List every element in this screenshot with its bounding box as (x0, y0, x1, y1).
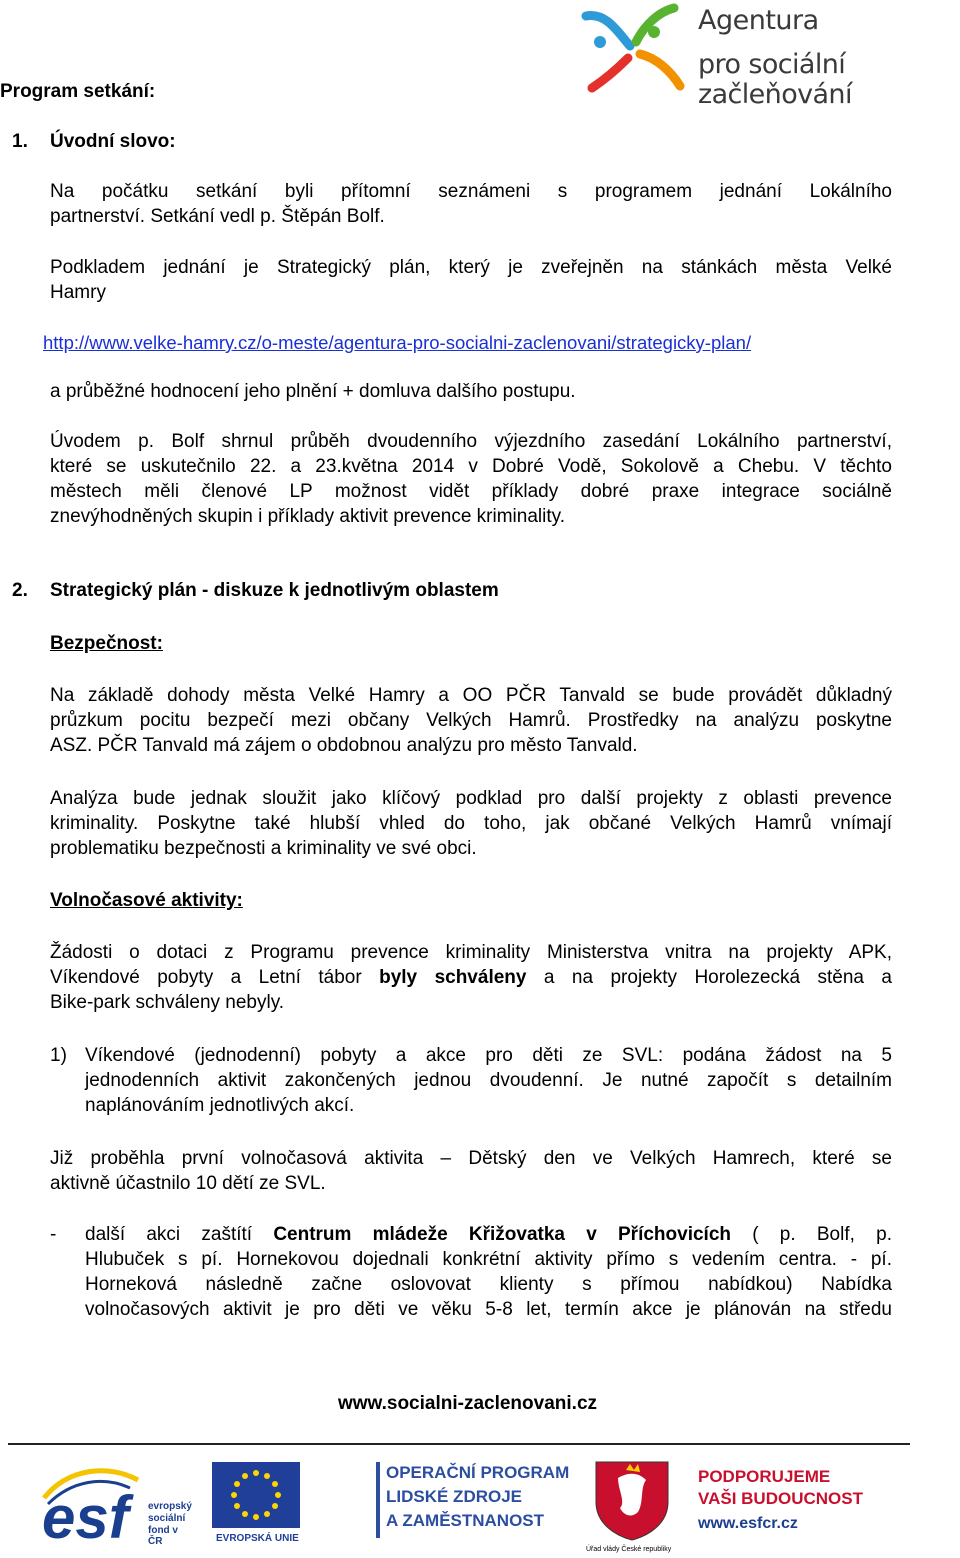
czech-government-coat-of-arms: Úřad vlády České republiky (588, 1458, 676, 1556)
esf-logo: esf evropský sociální fond v ČR (38, 1458, 186, 1550)
summary-paragraph-line: které se uskutečnilo 22. a 23.května 2014 v Dobré Vodě, Sokolově a Chebu. V těchto (50, 456, 892, 477)
dash-list-line: Hlubuček s pí. Hornekovou dojednali konkrétní aktivity přímo s vedením centra. - pí. (85, 1249, 892, 1270)
intro-paragraph-line: partnerství. Setkání vedl p. Štěpán Bolf. (50, 206, 385, 227)
section-1-heading: Úvodní slovo: (50, 131, 176, 152)
eu-flag-logo: EVROPSKÁ UNIE (212, 1462, 300, 1550)
leisure-heading: Volnočasové aktivity: (50, 890, 243, 911)
agency-logo-line1: Agentura (698, 5, 819, 36)
grant-paragraph-line: Bike-park schváleny nebyly. (50, 992, 285, 1013)
dash-list-line: další akci zaštítí Centrum mládeže Křižovatka v Příchovicích ( p. Bolf, p. (85, 1224, 892, 1245)
intro-paragraph-line: Na počátku setkání byli přítomní seznámeni s programem jednání Lokálního (50, 181, 892, 202)
dash-list-line: volnočasových aktivit je pro děti ve věku 5-8 let, termín akce je plánován na středu (85, 1299, 892, 1320)
childrens-day-paragraph-line: aktivně účastnilo 10 dětí ze SVL. (50, 1173, 326, 1194)
footer-website-url[interactable]: www.socialni-zaclenovani.cz (337, 1393, 598, 1414)
list-item-line: naplánováním jednotlivých akcí. (85, 1095, 355, 1116)
list-item-number: 1) (50, 1045, 67, 1066)
analysis-paragraph-line: kriminality. Poskytne také hlubší vhled do toho, jak občané Velkých Hamrů vnímají (50, 813, 892, 834)
section-2-number: 2. (12, 580, 28, 601)
grant-paragraph-line: Žádosti o dotaci z Programu prevence kriminality Ministerstva vnitra na projekty APK, (50, 942, 892, 963)
security-paragraph-line: Na základě dohody města Velké Hamry a OO PČR Tanvald se bude provádět důkladný (50, 685, 892, 706)
security-paragraph-line: ASZ. PČR Tanvald má zájem o obdobnou analýzu pro město Tanvald. (50, 735, 638, 756)
security-paragraph-line: průzkum pocitu bezpečí mezi občany Velkých Hamrů. Prostředky na analýzu poskytne (50, 710, 892, 731)
list-item-line: jednodenních aktivit zakončených jednou dvoudenní. Je nutné započít s detailním (85, 1070, 892, 1091)
footer-divider (8, 1443, 910, 1445)
esfcr-slogan-logo: PODPORUJEME VAŠI BUDOUCNOST www.esfcr.cz (698, 1467, 863, 1532)
agency-logo-line2: pro sociální začleňování (698, 49, 852, 110)
page-title: Program setkání: (0, 81, 156, 102)
analysis-paragraph-line: Analýza bude jednak sloužit jako klíčový podklad pro další projekty z oblasti prevence (50, 788, 892, 809)
security-heading: Bezpečnost: (50, 633, 163, 654)
dash-list-marker: - (50, 1224, 57, 1245)
list-item-line: Víkendové (jednodenní) pobyty a akce pro děti ze SVL: podána žádost na 5 (85, 1045, 892, 1066)
dash-list-line: Horneková následně začne oslovovat klienty s přímou nabídkou) Nabídka (85, 1274, 892, 1295)
childrens-day-paragraph-line: Již proběhla první volnočasová aktivita – Dětský den ve Velkých Hamrech, které se (50, 1148, 892, 1169)
agency-logo-mark (578, 2, 688, 94)
section-2-heading: Strategický plán - diskuze k jednotlivým oblastem (50, 580, 499, 601)
summary-paragraph-line: znevýhodněných skupin i příklady aktivit prevence kriminality. (50, 506, 565, 527)
grant-paragraph-line: Víkendové pobyty a Letní tábor byly schváleny a na projekty Horolezecká stěna a (50, 967, 892, 988)
analysis-paragraph-line: problematiku bezpečnosti a kriminality ve své obci. (50, 838, 477, 859)
summary-paragraph-line: Úvodem p. Bolf shrnul průběh dvoudenního výjezdního zasedání Lokálního partnerství, (50, 431, 892, 452)
summary-paragraph-line: městech měli členové LP možnost vidět příklady dobré praxe integrace sociálně (50, 481, 892, 502)
plan-paragraph-line: Hamry (50, 282, 106, 303)
plan-paragraph-line: Podkladem jednání je Strategický plán, který je zveřejněn na stánkách města Velké (50, 257, 892, 278)
op-program-logo: OPERAČNÍ PROGRAM LIDSKÉ ZDROJE A ZAMĚSTNANOST (376, 1462, 566, 1542)
strategic-plan-link[interactable]: http://www.velke-hamry.cz/o-meste/agentura-pro-socialni-zaclenovani/strategicky-plan/ (43, 332, 752, 353)
section-1-number: 1. (12, 131, 28, 152)
plan-paragraph-end: a průběžné hodnocení jeho plnění + domluva dalšího postupu. (50, 381, 576, 402)
